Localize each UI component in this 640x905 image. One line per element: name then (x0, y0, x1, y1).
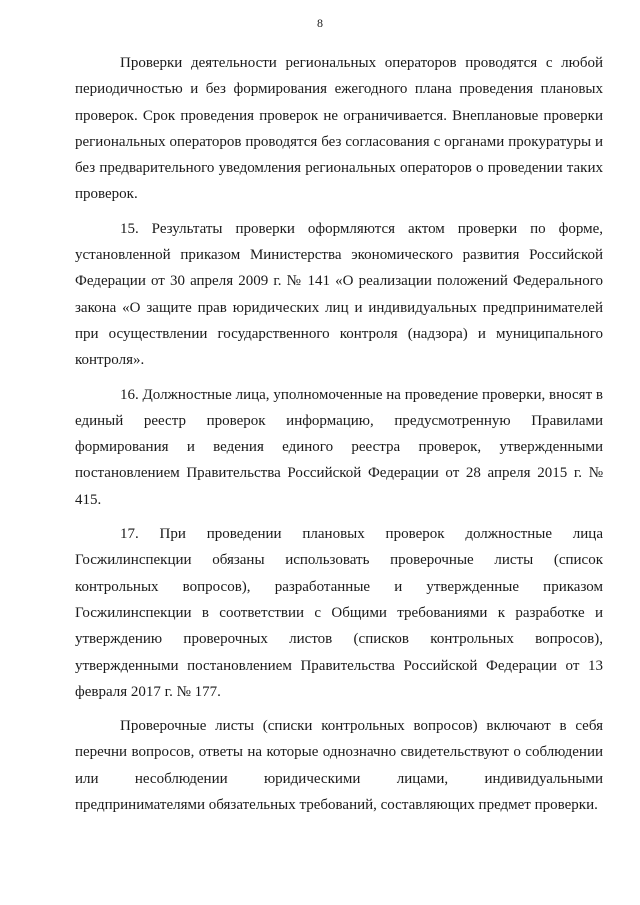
document-body (75, 50, 603, 826)
paragraph-checklists-content: Проверочные листы (списки контрольных вопросов) включают в себя перечни вопросов, ответы на которые однозначно свидетельствуют о соблюдении или несоблюдении юридическими лицами, индивидуальными предпринимателями обязательных требований, составляющих предмет проверки. (75, 718, 603, 814)
paragraph-inspections-frequency: Проверки деятельности региональных операторов проводятся с любой периодичностью и без формирования ежегодного плана проведения плановых проверок. Срок проведения проверок не ограничивается. Внеплановые проверки региональных операторов проводятся без согласования с органами прокуратуры и без предварительного уведомления региональных операторов о проведении таких проверок. (75, 55, 603, 203)
page-number: 8 (317, 16, 323, 30)
paragraph-17-checklists: 17. При проведении плановых проверок должностные лица Госжилинспекции обязаны использовать проверочные листы (список контрольных вопросов), разработанные и утвержденные приказом Госжилинспекции в соответствии с Общими требованиями к разработке и утверждению проверочных листов (списков контрольных вопросов), утвержденными постановлением Правительства Российской Федерации от 13 февраля 2017 г. № 177. (75, 526, 603, 700)
paragraph-15-inspection-act: 15. Результаты проверки оформляются актом проверки по форме, установленной приказом Министерства экономического развития Российской Федерации от 30 апреля 2009 г. № 141 «О реализации положений Федерального закона «О защите прав юридических лиц и индивидуальных предпринимателей при осуществлении государственного контроля (надзора) и муниципального контроля». (75, 220, 603, 369)
paragraph-16-unified-register: 16. Должностные лица, уполномоченные на проведение проверки, вносят в единый реестр проверок информацию, предусмотренную Правилами формирования и ведения единого реестра проверок, утвержденными постановлением Правительства Российской Федерации от 28 апреля 2015 г. № 415. (75, 386, 603, 508)
